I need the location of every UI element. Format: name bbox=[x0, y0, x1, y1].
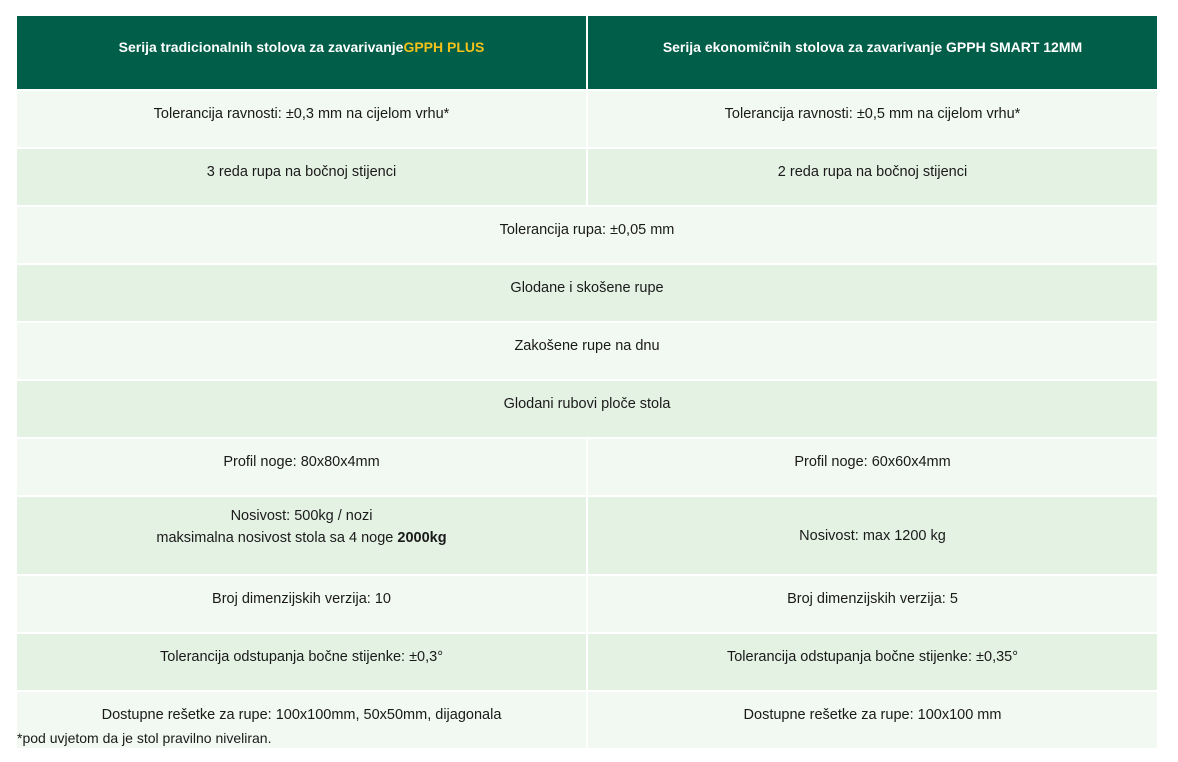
header-col1-prefix: Serija tradicionalnih stolova za zavarivanje bbox=[118, 38, 404, 55]
max-load-line bbox=[156, 527, 446, 549]
table-cell-left: Broj dimenzijskih verzija: 10 bbox=[212, 591, 391, 607]
table-cell-left: Dostupne rešetke za rupe: 100x100mm, 50x50mm, dijagonala bbox=[101, 707, 502, 723]
table-row bbox=[17, 495, 1157, 574]
table-cell-left: Profil noge: 80x80x4mm bbox=[223, 454, 380, 470]
table-cell-left: Tolerancija ravnosti: ±0,3 mm na cijelom vrhu* bbox=[153, 106, 450, 122]
table-cell-right: Nosivost: max 1200 kg bbox=[586, 497, 1157, 574]
table-cell-right: Tolerancija odstupanja bočne stijenke: ±0,35° bbox=[586, 634, 1157, 690]
table-row bbox=[17, 89, 1157, 147]
table-cell-right: Profil noge: 60x60x4mm bbox=[586, 439, 1157, 495]
table-row bbox=[17, 263, 1157, 321]
comparison-table bbox=[17, 16, 1157, 748]
max-load-prefix: maksimalna nosivost stola sa 4 noge bbox=[156, 530, 398, 546]
header-col1-highlight: GPPH PLUS bbox=[403, 38, 485, 55]
table-row bbox=[17, 379, 1157, 437]
table-cell-right: Broj dimenzijskih verzija: 5 bbox=[586, 576, 1157, 632]
max-load-value: 2000kg bbox=[397, 530, 447, 546]
table-cell-right: 2 reda rupa na bočnoj stijenci bbox=[586, 149, 1157, 205]
table-row bbox=[17, 147, 1157, 205]
table-header-row bbox=[17, 16, 1157, 89]
footnote: *pod uvjetom da je stol pravilno niveliran. bbox=[17, 730, 272, 746]
table-cell-right: Dostupne rešetke za rupe: 100x100 mm bbox=[586, 692, 1157, 748]
header-col-gpph-plus bbox=[17, 16, 586, 89]
header-col2-text: Serija ekonomičnih stolova za zavarivanje GPPH SMART 12MM bbox=[662, 38, 1083, 55]
table-cell-full: Zakošene rupe na dnu bbox=[514, 338, 660, 354]
table-cell-full: Tolerancija rupa: ±0,05 mm bbox=[499, 222, 675, 238]
table-row bbox=[17, 321, 1157, 379]
table-row bbox=[17, 632, 1157, 690]
load-per-leg-text: Nosivost: 500kg / nozi bbox=[230, 508, 373, 524]
table-row bbox=[17, 437, 1157, 495]
header-col-gpph-smart bbox=[586, 16, 1157, 89]
table-row bbox=[17, 574, 1157, 632]
table-cell-left: Tolerancija odstupanja bočne stijenke: ±0,3° bbox=[160, 649, 443, 665]
table-cell-full: Glodani rubovi ploče stola bbox=[503, 396, 671, 412]
table-cell-full: Glodane i skošene rupe bbox=[510, 280, 664, 296]
table-cell-right: Tolerancija ravnosti: ±0,5 mm na cijelom vrhu* bbox=[586, 91, 1157, 147]
table-cell-left: 3 reda rupa na bočnoj stijenci bbox=[206, 164, 397, 180]
table-row bbox=[17, 205, 1157, 263]
table-cell-left bbox=[17, 497, 586, 574]
